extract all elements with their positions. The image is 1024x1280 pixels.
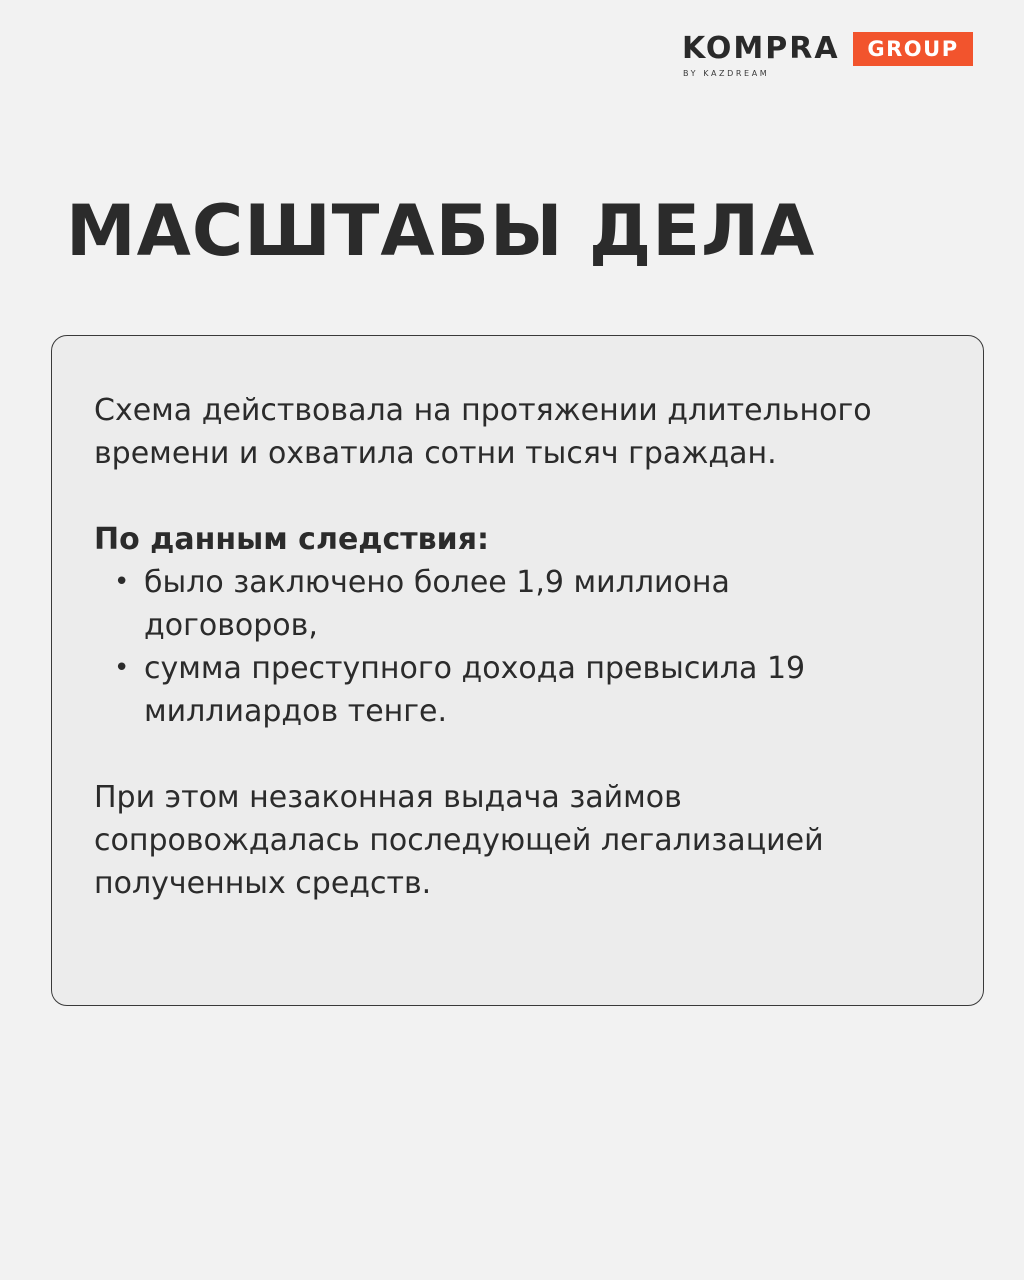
bullet-item <box>94 647 884 733</box>
bullet-text: было заключено более 1,9 миллиона договоров, <box>144 565 730 643</box>
intro-paragraph: Схема действовала на протяжении длительного времени и охватила сотни тысяч граждан. <box>94 393 872 471</box>
closing-paragraph: При этом незаконная выдача займов сопровождалась последующей легализацией полученных средств. <box>94 780 824 901</box>
bullet-list <box>94 561 954 733</box>
brand-logo <box>682 32 974 80</box>
logo-tagline: BY KAZDREAM <box>683 69 770 78</box>
page-title: МАСШТАБЫ ДЕЛА <box>66 190 816 272</box>
logo-wordmark: KOMPRA <box>682 31 840 66</box>
paragraph-spacer <box>94 733 954 776</box>
paragraph-spacer <box>94 475 954 518</box>
content-card <box>51 335 984 1006</box>
bullet-text: сумма преступного дохода превысила 19 миллиардов тенге. <box>144 651 806 729</box>
bullet-dot-icon: • <box>114 567 130 597</box>
logo-badge: GROUP <box>853 32 973 66</box>
subheading: По данным следствия: <box>94 522 489 557</box>
bullet-dot-icon: • <box>114 653 130 683</box>
bullet-item <box>94 561 884 647</box>
card-body <box>94 389 954 905</box>
